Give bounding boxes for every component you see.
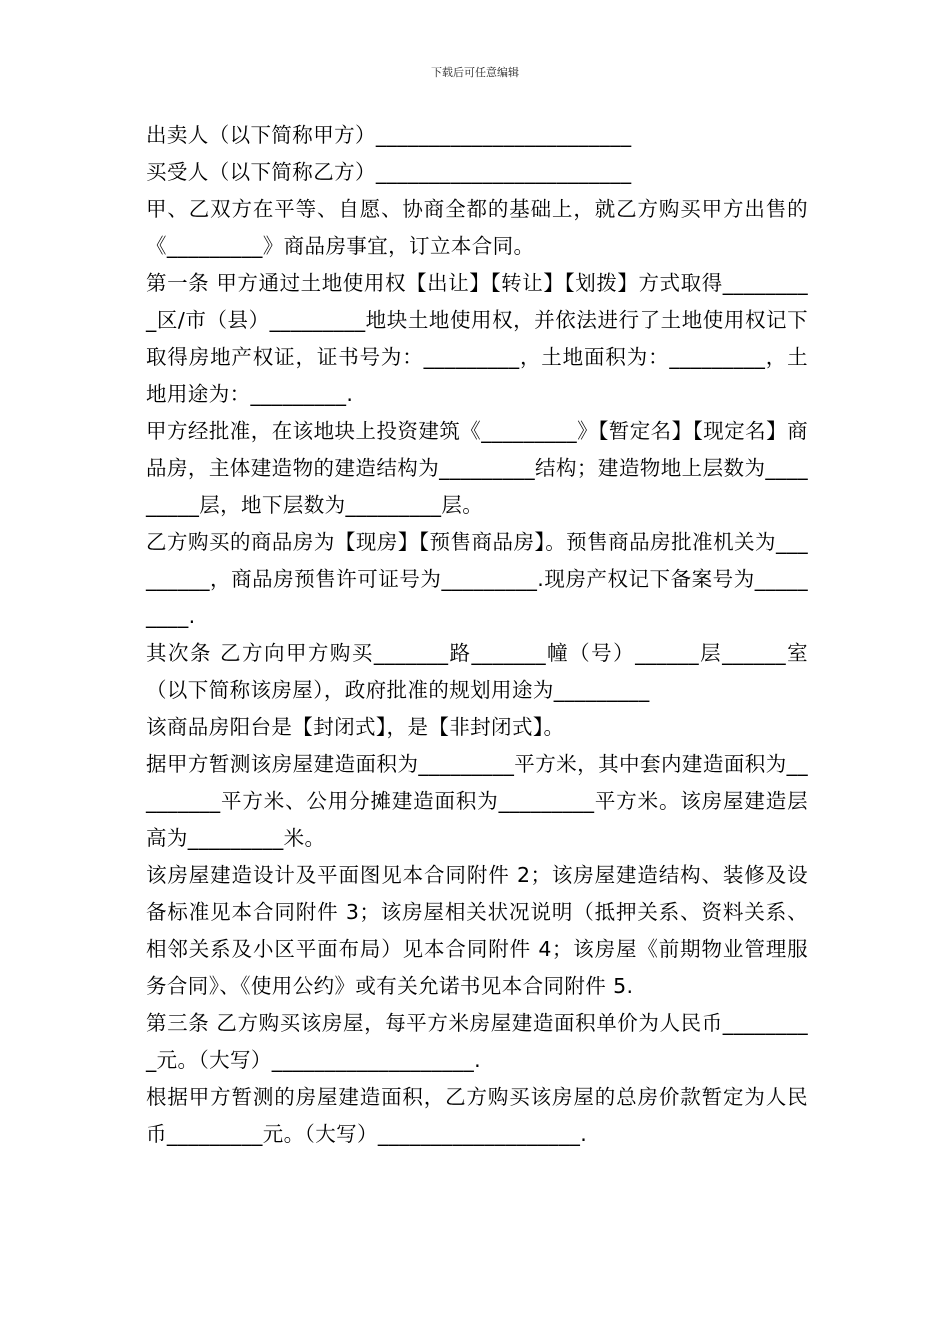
- building-approval-paragraph: 甲方经批准，在该地块上投资建筑《_________》【暂定名】【现定名】商品房，主体建造物的建造结构为_________结构；建造物地上层数为_________层，地下层数为_________层。: [146, 419, 808, 517]
- attachments-paragraph: 该房屋建造设计及平面图见本合同附件 2；该房屋建造结构、装修及设备标准见本合同附件 3；该房屋相关状况说明（抵押关系、资料关系、相邻关系及小区平面布局）见本合同附件 4；该房屋《前期物业管理服务合同》、《使用公约》或有关允诺书见本合同附件 5.: [146, 863, 808, 998]
- article-1-paragraph: 第一条 甲方通过土地使用权【出让】【转让】【划拨】方式取得_________区/市（县）_________地块土地使用权，并依法进行了土地使用权记下取得房地产权证，证书号为：_________，土地面积为：_________，土地用途为：_________.: [146, 271, 808, 406]
- article-3-paragraph: 第三条 乙方购买该房屋，每平方米房屋建造面积单价为人民币_________元。（大写）___________________.: [146, 1011, 808, 1072]
- contract-body: [146, 117, 808, 1153]
- balcony-paragraph: 该商品房阳台是【封闭式】，是【非封闭式】。: [146, 715, 565, 739]
- house-type-paragraph: 乙方购买的商品房为【现房】【预售商品房】。预售商品房批准机关为_________，商品房预售许可证号为_________.现房产权记下备案号为_________.: [146, 530, 808, 628]
- area-paragraph: 据甲方暂测该房屋建造面积为_________平方米，其中套内建造面积为_________平方米、公用分摊建造面积为_________平方米。该房屋建造层高为_________米。: [146, 752, 808, 850]
- preamble-paragraph: 甲、乙双方在平等、自愿、协商全都的基础上，就乙方购买甲方出售的《_________》商品房事宜，订立本合同。: [146, 197, 808, 258]
- seller-line: 出卖人（以下简称甲方）________________________: [146, 123, 632, 147]
- buyer-line: 买受人（以下简称乙方）________________________: [146, 160, 632, 184]
- article-2-paragraph: 其次条 乙方向甲方购买_______路_______幢（号）______层______室（以下简称该房屋），政府批准的规划用途为_________: [146, 641, 808, 702]
- total-price-paragraph: 根据甲方暂测的房屋建造面积，乙方购买该房屋的总房价款暂定为人民币_________元。（大写）___________________.: [146, 1085, 808, 1146]
- page-header: 下载后可任意编辑: [431, 66, 519, 79]
